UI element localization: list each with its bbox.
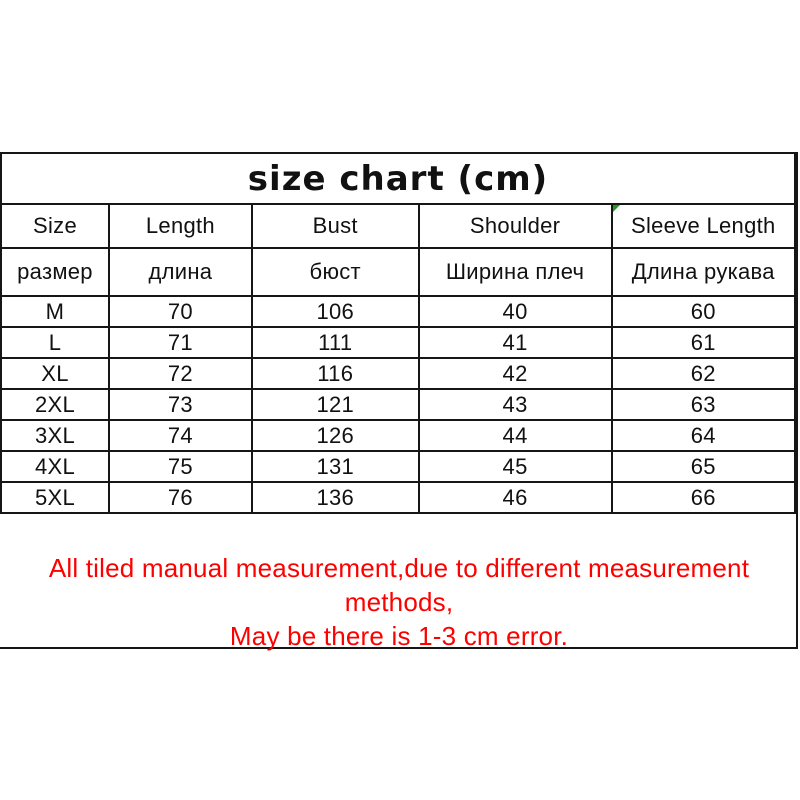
sleeve-cell: 63	[612, 389, 795, 420]
length-cell: 74	[109, 420, 252, 451]
length-cell: 75	[109, 451, 252, 482]
bust-cell: 136	[252, 482, 419, 513]
length-cell: 70	[109, 296, 252, 327]
column-header-bust: Bust	[252, 204, 419, 248]
shoulder-cell: 43	[419, 389, 612, 420]
measurement-disclaimer	[0, 551, 798, 653]
size-cell: 2XL	[1, 389, 109, 420]
cell-corner-marker-icon	[613, 205, 620, 212]
sleeve-cell: 61	[612, 327, 795, 358]
bust-cell: 106	[252, 296, 419, 327]
title-row	[1, 153, 795, 204]
bust-cell: 121	[252, 389, 419, 420]
column-header-ru-length: длина	[109, 248, 252, 296]
column-header-ru-size: размер	[1, 248, 109, 296]
shoulder-cell: 46	[419, 482, 612, 513]
table-row-4xl	[1, 451, 795, 482]
size-cell: XL	[1, 358, 109, 389]
sleeve-cell: 60	[612, 296, 795, 327]
size-cell: 3XL	[1, 420, 109, 451]
table-row-xl	[1, 358, 795, 389]
column-header-size: Size	[1, 204, 109, 248]
column-header-length: Length	[109, 204, 252, 248]
column-header-ru-sleeve: Длина рукава	[612, 248, 795, 296]
shoulder-cell: 41	[419, 327, 612, 358]
table-row-m	[1, 296, 795, 327]
size-chart-table	[0, 152, 796, 514]
table-row-l	[1, 327, 795, 358]
column-header-ru-shoulder: Ширина плеч	[419, 248, 612, 296]
shoulder-cell: 40	[419, 296, 612, 327]
table-row-2xl	[1, 389, 795, 420]
size-cell: L	[1, 327, 109, 358]
bust-cell: 126	[252, 420, 419, 451]
bust-cell: 131	[252, 451, 419, 482]
bust-cell: 116	[252, 358, 419, 389]
column-header-shoulder: Shoulder	[419, 204, 612, 248]
column-header-ru-bust: бюст	[252, 248, 419, 296]
shoulder-cell: 42	[419, 358, 612, 389]
length-cell: 72	[109, 358, 252, 389]
chart-title: size chart (cm)	[1, 153, 795, 204]
column-header-sleeve-length	[612, 204, 795, 248]
length-cell: 76	[109, 482, 252, 513]
sleeve-cell: 62	[612, 358, 795, 389]
bust-cell: 111	[252, 327, 419, 358]
shoulder-cell: 45	[419, 451, 612, 482]
sleeve-cell: 65	[612, 451, 795, 482]
length-cell: 71	[109, 327, 252, 358]
sleeve-cell: 66	[612, 482, 795, 513]
size-cell: 5XL	[1, 482, 109, 513]
sleeve-cell: 64	[612, 420, 795, 451]
header-row-english	[1, 204, 795, 248]
table-row-5xl	[1, 482, 795, 513]
column-header-label: Sleeve Length	[630, 213, 776, 238]
disclaimer-line-1: All tiled manual measurement,due to different measurement methods,	[48, 553, 750, 617]
disclaimer-line-2: May be there is 1-3 cm error.	[229, 621, 569, 651]
size-cell: 4XL	[1, 451, 109, 482]
length-cell: 73	[109, 389, 252, 420]
size-cell: M	[1, 296, 109, 327]
shoulder-cell: 44	[419, 420, 612, 451]
header-row-russian	[1, 248, 795, 296]
table-row-3xl	[1, 420, 795, 451]
